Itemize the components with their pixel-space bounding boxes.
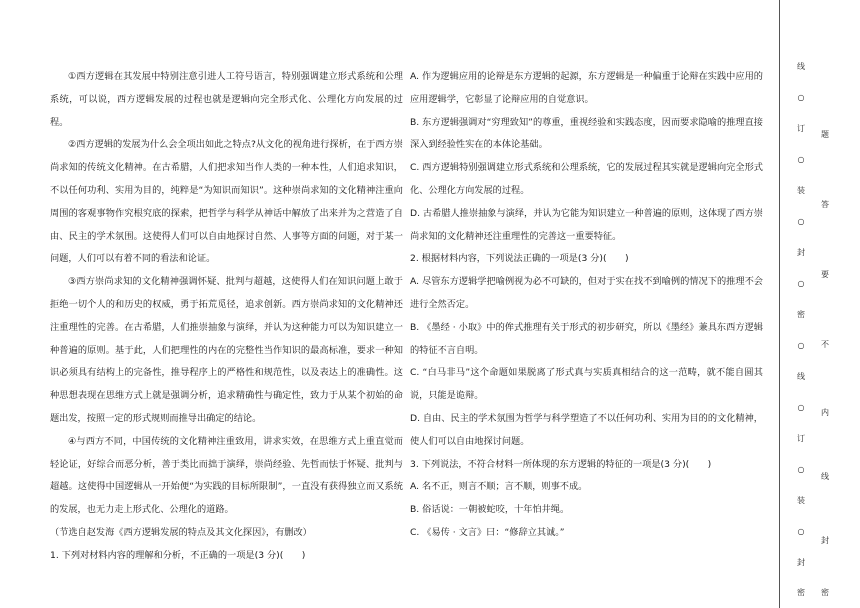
seal-label: 线 xyxy=(797,372,805,381)
right-column xyxy=(410,66,763,545)
seal-note: 密 xyxy=(821,588,829,597)
question-3: 3. 下列说法，不符合材料一所体现的东方逻辑的特征的一项是(3 分)( ) xyxy=(410,458,712,470)
seal-note: 线 xyxy=(821,472,829,481)
seal-note: 要 xyxy=(821,270,829,279)
paragraph-3: ③西方崇尚求知的文化精神强调怀疑、批判与超越，这使得人们在知识问题上敢于拒绝一切个人的和历史的权威，勇于拓荒觅径，追求创新。西方崇尚求知的文化精神还注重理性的完善。在古希腊，人们推崇抽象与演绎，并认为这种能力可以为知识建立一种普遍的原则。基于此，人们把理性的内在的完整性当作知识的最高标准，要求一种知识必须具有结构上的完备性，推导程序上的严格性和规范性，以及表达上的准确性。这种思想表现在思维方式上就是强调分析，追求精确性与确定性，致力于从某个初始的命题出发，按照一定的形式规则而推导出确定的结论。 xyxy=(50,276,403,424)
seal-label: 装 xyxy=(797,496,805,505)
seal-circle: ○ xyxy=(797,403,805,412)
seal-label: 装 xyxy=(797,186,805,195)
q2-option-d: D. 自由、民主的学术氛围为哲学与科学塑造了不以任何功利、实用为目的的文化精神，使人们可以自由地探讨问题。 xyxy=(410,412,763,447)
question-2: 2. 根据材料内容，下列说法正确的一项是(3 分)( ) xyxy=(410,253,629,265)
seal-note: 答 xyxy=(821,200,829,209)
q1-option-a: A. 作为逻辑应用的论辩是东方逻辑的起源，东方逻辑是一种偏重于论辩在实践中应用的应用逻辑学，它彰显了论辩应用的自觉意识。 xyxy=(410,71,763,105)
seal-label: 密 xyxy=(797,588,805,597)
seal-circle: ○ xyxy=(797,217,805,226)
seal-circle: ○ xyxy=(797,93,805,102)
seal-circle: ○ xyxy=(797,465,805,474)
seal-circle: ○ xyxy=(797,341,805,350)
seal-label: 订 xyxy=(797,124,805,133)
q3-option-a: A. 名不正，则言不顺；言不顺，则事不成。 xyxy=(410,481,588,493)
question-1: 1. 下列对材料内容的理解和分析，不正确的一项是(3 分)( ) xyxy=(50,549,306,561)
q2-option-a: A. 尽管东方逻辑学把喻例视为必不可缺的，但对于实在找不到喻例的情况下的推理不会进行全然否定。 xyxy=(410,276,763,310)
seal-label: 封 xyxy=(797,248,805,257)
seal-circle: ○ xyxy=(797,527,805,536)
left-column xyxy=(50,66,403,568)
seal-note: 内 xyxy=(821,408,829,417)
seal-note: 不 xyxy=(821,340,829,349)
binding-line xyxy=(779,0,780,608)
q1-option-c: C. 西方逻辑特别强调建立形式系统和公理系统，它的发展过程其实就是逻辑向完全形式化、公理化方向发展的过程。 xyxy=(410,162,763,196)
paragraph-2: ②西方逻辑的发展为什么会全项出如此之特点?从文化的视角进行探析，在于西方崇尚求知的传统文化精神。在古希腊，人们把求知当作人类的一种本性，人们追求知识，不以任何功利、实用为目的，纯粹是“为知识而知识”。这种崇尚求知的文化精神注重向周围的客观事物作究根究底的探索，把哲学与科学从神话中解放了出来并为之营造了自由、民主的学术氛围。这使得人们可以自由地探讨自然、人事等方面的问题，对于某一问题，人们可以有着不同的看法和论证。 xyxy=(50,139,403,265)
q2-option-b: B. 《墨经 · 小取》中的侔式推理有关于形式的初步研究，所以《墨经》兼具东西方逻辑的特征不言自明。 xyxy=(410,321,763,356)
q2-option-c: C. “白马非马”这个命题如果脱离了形式真与实质真相结合的这一范畴，就不能自圆其说，只能是诡辩。 xyxy=(410,367,763,402)
paragraph-4: ④与西方不同，中国传统的文化精神注重致用，讲求实效，在思维方式上重直觉而轻论证，好综合而恶分析，善于类比而拙于演绎，崇尚经验、先哲而怯于怀疑、批判与超越。这使得中国逻辑从一开始便“为实践的目标所限制”，一直没有获得独立而又系统的发展，也无力走上形式化、公理化的道路。 xyxy=(50,435,403,516)
seal-label: 线 xyxy=(797,62,805,71)
seal-note: 封 xyxy=(821,536,829,545)
source-citation: （节选自赵发海《西方逻辑发展的特点及其文化探因》，有删改） xyxy=(50,526,312,538)
q3-option-b: B. 俗话说：一朝被蛇咬，十年怕井绳。 xyxy=(410,504,570,516)
seal-margin-right xyxy=(814,0,836,608)
paragraph-1: ①西方逻辑在其发展中特别注意引进人工符号语言，特别强调建立形式系统和公理系统，可以说，西方逻辑发展的过程也就是逻辑向完全形式化、公理化方向发展的过程。 xyxy=(50,71,403,128)
seal-circle: ○ xyxy=(797,155,805,164)
q1-option-d: D. 古希腊人推崇抽象与演绎，并认为它能为知识建立一种普遍的原则，这体现了西方崇尚求知的文化精神还注重理性的完善这一重要特征。 xyxy=(410,207,763,242)
seal-circle: ○ xyxy=(797,279,805,288)
q3-option-c: C. 《易传 · 文言》曰：“修辞立其诚。” xyxy=(410,526,565,538)
seal-label: 封 xyxy=(797,558,805,567)
q1-option-b: B. 东方逻辑强调对“穷理致知”的尊重，重视经验和实践态度，因而要求隐喻的推理直接深入到经验性实在的本体论基础。 xyxy=(410,116,763,151)
seal-label: 密 xyxy=(797,310,805,319)
seal-margin-left xyxy=(790,0,812,608)
seal-note: 题 xyxy=(821,130,829,139)
seal-label: 订 xyxy=(797,434,805,443)
